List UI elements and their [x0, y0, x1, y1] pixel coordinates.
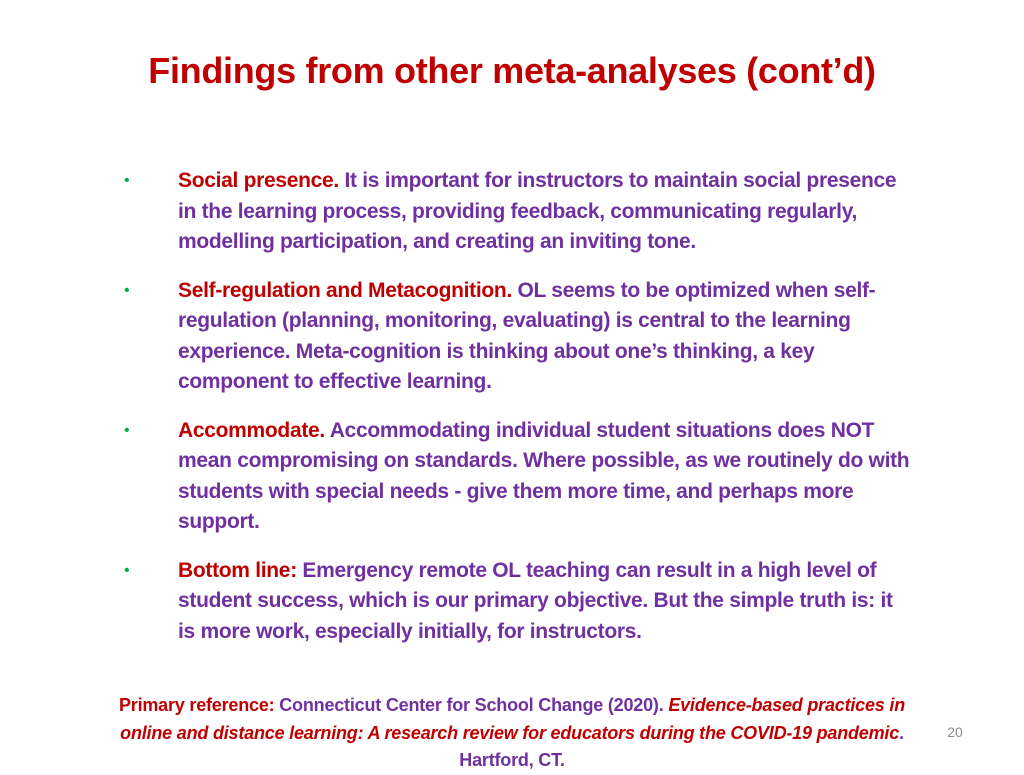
bullet-text: [178, 556, 910, 648]
slide-title: Findings from other meta-analyses (cont’d): [148, 50, 876, 91]
reference-title: Evidence-based practices in online and distance learning: A research review for educators during the COVID-19 pandemic: [120, 695, 906, 743]
bullet-keyword: Self-regulation and Metacognition.: [178, 278, 512, 302]
bullet-list: [120, 166, 910, 665]
reference-source: Connecticut Center for School Change (2020).: [274, 695, 669, 715]
bullet-keyword: Bottom line:: [178, 558, 297, 582]
bullet-item-accommodate: [120, 416, 910, 538]
bullet-keyword: Accommodate.: [178, 418, 325, 442]
bullet-text: [178, 276, 910, 398]
bullet-body: It is important for instructors to maintain social presence in the learning process, providing feedback, communicating regularly, modelling participation, and creating an inviting tone.: [178, 169, 897, 253]
bullet-icon: •: [124, 561, 130, 579]
bullet-item-bottom-line: [120, 556, 910, 648]
bullet-text: [178, 166, 910, 258]
bullet-icon: •: [124, 281, 130, 299]
bullet-keyword: Social presence.: [178, 169, 339, 192]
bullet-text: [178, 416, 910, 538]
primary-reference: [110, 692, 914, 775]
page-number: 20: [947, 724, 963, 740]
reference-label: Primary reference:: [118, 695, 275, 715]
bullet-body: OL seems to be optimized when self-regulation (planning, monitoring, evaluating) is central to the learning experience. Meta-cognition is thinking about one’s thinking, a key component to effective learning.: [178, 278, 876, 393]
bullet-item-social-presence: [120, 166, 910, 258]
bullet-item-self-regulation: [120, 276, 910, 398]
bullet-body: Accommodating individual student situations does NOT mean compromising on standards. Where possible, as we routinely do with students with special needs - give them more time, and perhaps more support.: [178, 418, 910, 533]
bullet-icon: •: [124, 421, 130, 439]
bullet-icon: •: [124, 172, 130, 189]
bullet-body: Emergency remote OL teaching can result in a high level of student success, which is our primary objective. But the simple truth is: it is more work, especially initially, for instructors.: [178, 558, 893, 643]
reference-location: . Hartford, CT.: [459, 722, 904, 770]
